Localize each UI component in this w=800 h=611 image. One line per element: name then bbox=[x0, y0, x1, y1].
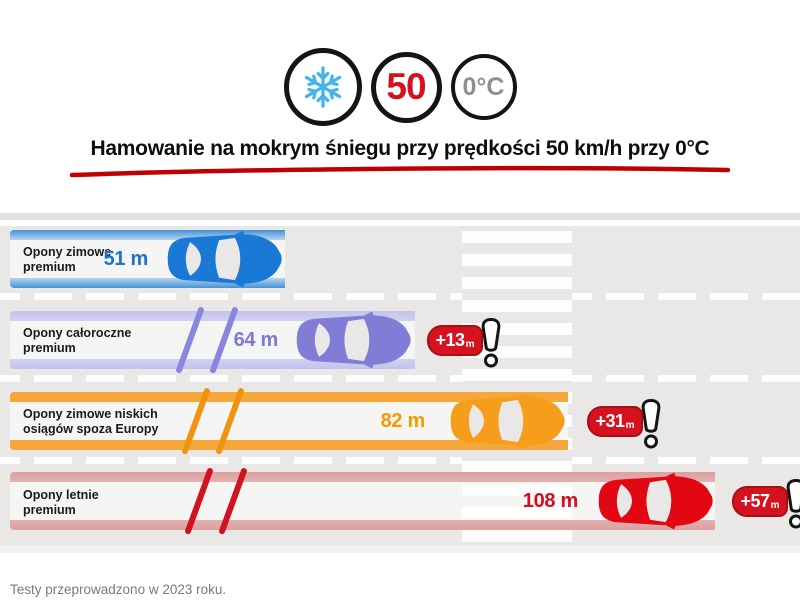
distance-value: 64 m bbox=[233, 329, 278, 351]
distance-value: 82 m bbox=[380, 410, 425, 432]
tire-label: Opony letnie premium bbox=[23, 488, 99, 518]
road-bottom-strip bbox=[0, 545, 800, 553]
speed-badge bbox=[371, 52, 442, 123]
delta-badge bbox=[587, 398, 665, 446]
tire-label: Opony zimowe niskich osiągów spoza Europy bbox=[23, 407, 159, 437]
tire-label: Opony całoroczne premium bbox=[23, 326, 132, 356]
lane-marking bbox=[0, 375, 800, 382]
red-underline bbox=[68, 163, 732, 179]
temperature-badge bbox=[451, 54, 517, 120]
delta-badge bbox=[732, 478, 800, 526]
distance-value: 51 m bbox=[103, 248, 148, 270]
snow-condition-badge bbox=[284, 48, 362, 126]
lane-marking bbox=[0, 293, 800, 300]
temperature-value: 0°C bbox=[462, 72, 505, 101]
chart-title: Hamowanie na mokrym śniegu przy prędkości 50 km/h przy 0°C bbox=[90, 137, 710, 160]
snowflake-icon bbox=[300, 64, 346, 110]
road-top-strip bbox=[0, 213, 800, 220]
delta-pill: +57 m bbox=[732, 486, 788, 517]
condition-icons bbox=[0, 48, 800, 126]
car-icon bbox=[158, 230, 285, 288]
car-icon bbox=[589, 472, 716, 530]
speed-value: 50 bbox=[386, 66, 426, 107]
lane-marking bbox=[0, 457, 800, 464]
tire-label: Opony zimowe premium bbox=[23, 245, 112, 275]
car-icon bbox=[287, 311, 414, 369]
car-icon bbox=[441, 392, 568, 450]
delta-pill: +13 m bbox=[427, 325, 483, 356]
test-year-note: Testy przeprowadzono w 2023 roku. bbox=[10, 582, 227, 597]
delta-badge bbox=[427, 317, 505, 365]
distance-value: 108 m bbox=[522, 490, 578, 512]
delta-pill: +31 m bbox=[587, 406, 643, 437]
